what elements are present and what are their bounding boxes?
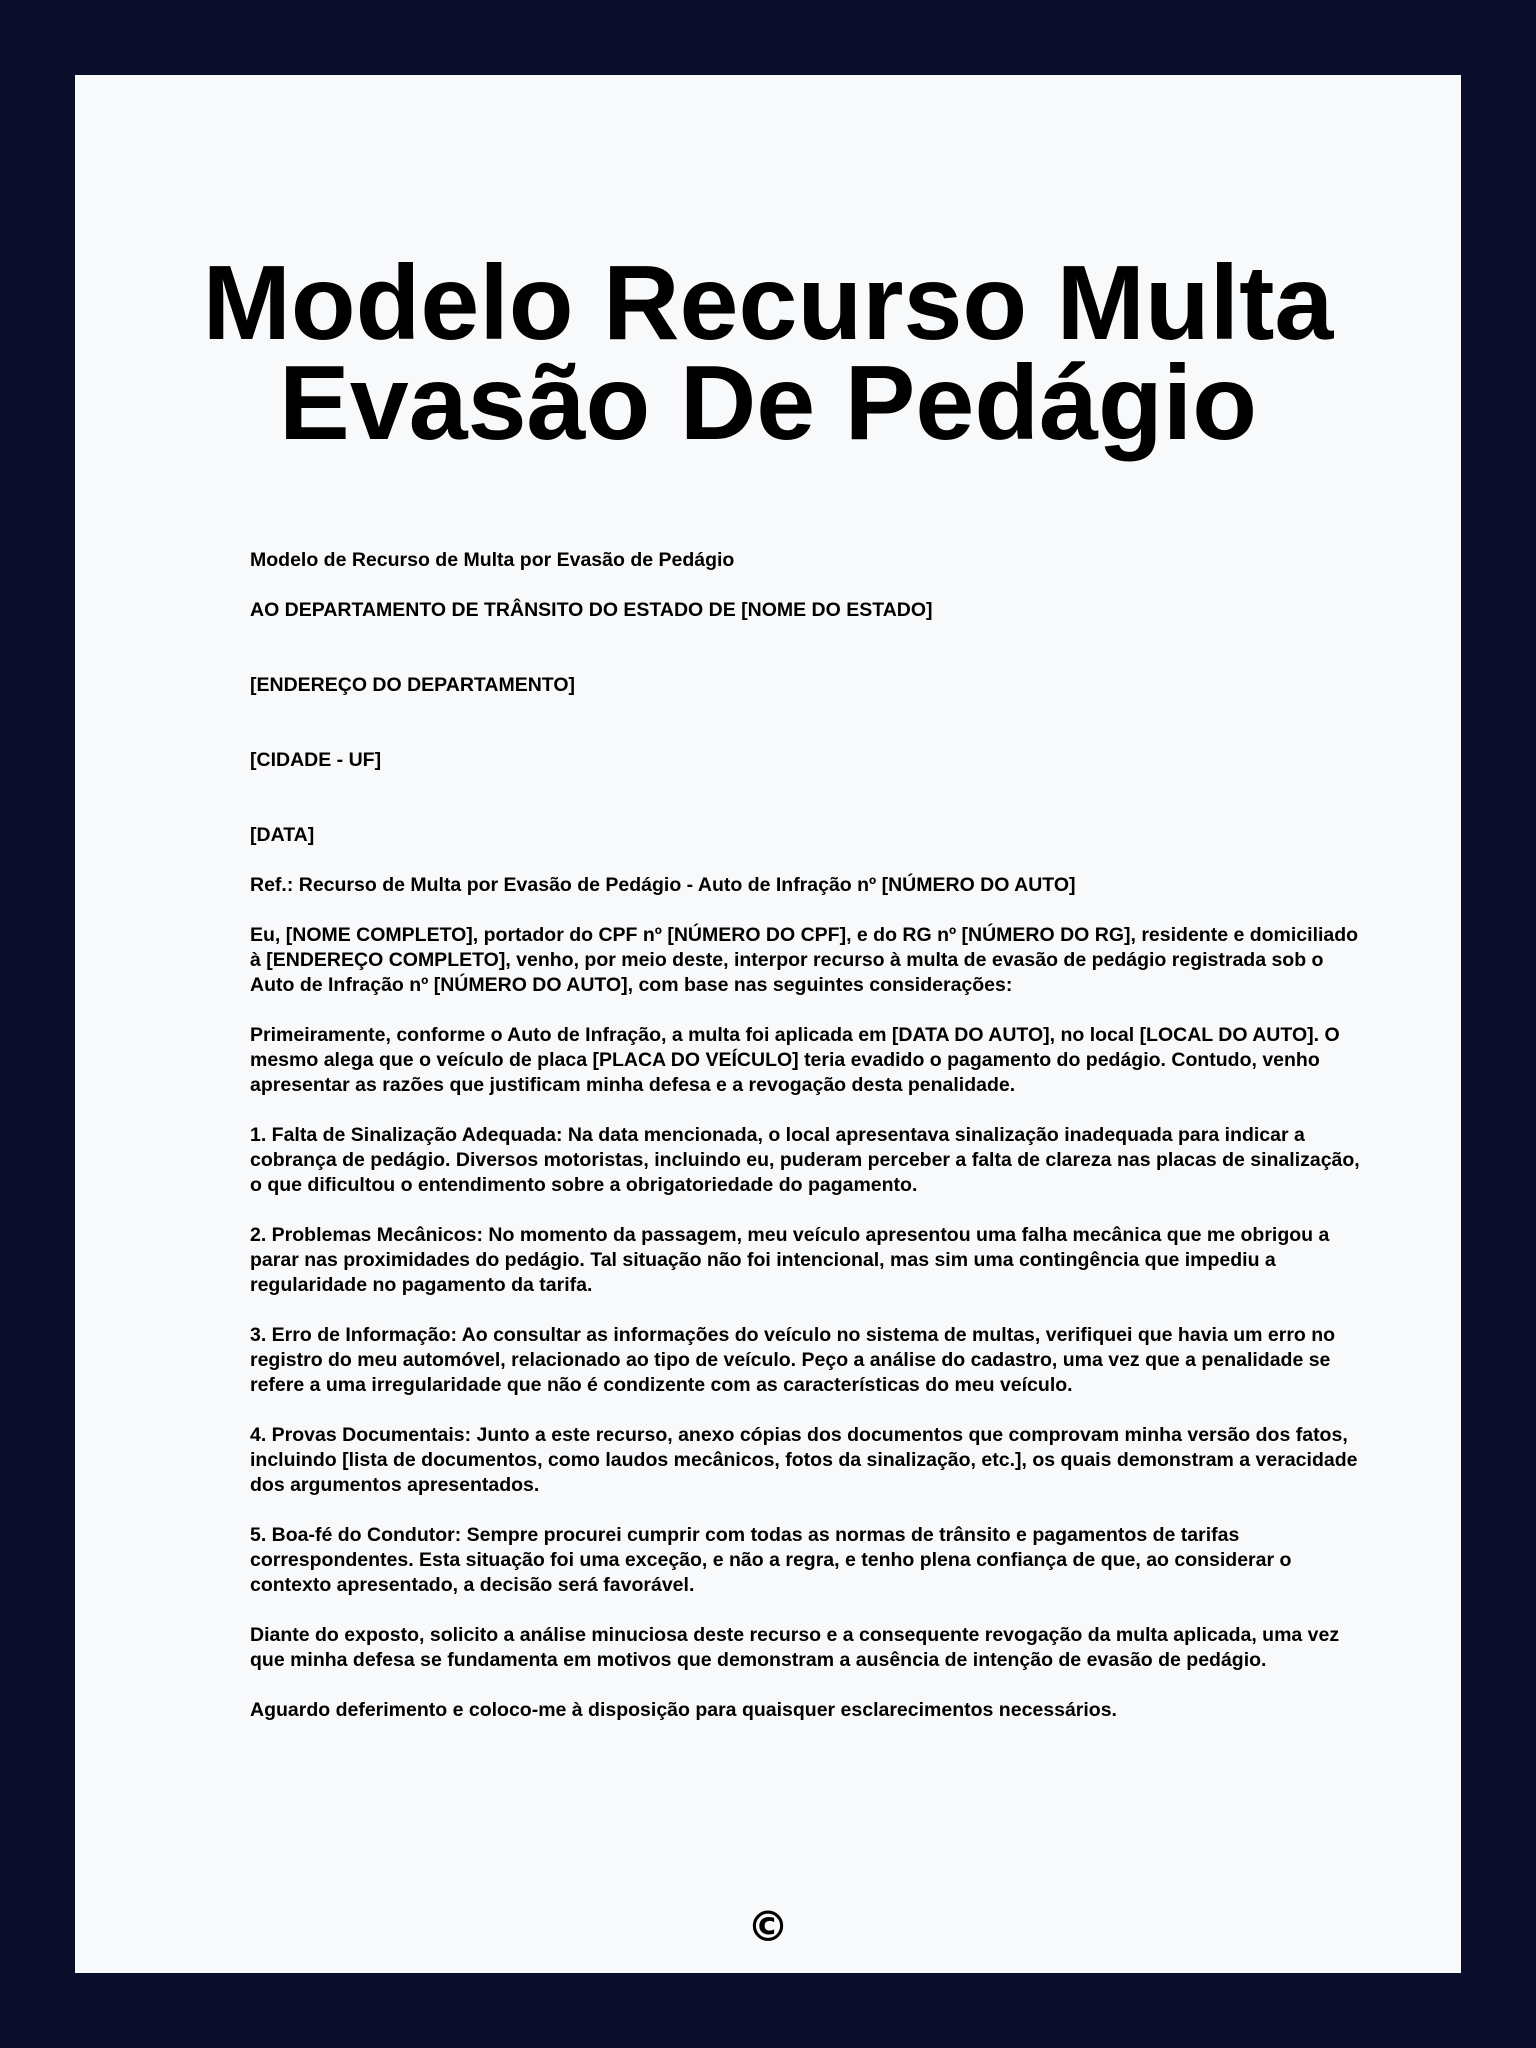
- date-line: [DATA]: [250, 824, 315, 846]
- document-title: [75, 244, 1461, 462]
- document-title-line-1: Modelo Recurso Multa: [202, 244, 1334, 362]
- point-4-paragraph: 4. Provas Documentais: Junto a este recurso, anexo cópias dos documentos que comprovam minha versão dos fatos, incluindo [lista de documentos, como laudos mecânicos, fotos da sinalização, etc.], os quais demonstram a veracidade dos argumentos apresentados.: [250, 1424, 1358, 1496]
- context-paragraph: Primeiramente, conforme o Auto de Infração, a multa foi aplicada em [DATA DO AUTO], no local [LOCAL DO AUTO]. O mesmo alega que o veículo de placa [PLACA DO VEÍCULO] teria evadido o pagamento do pedágio. Contudo, venho apresentar as razões que justificam minha defesa e a revogação desta penalidade.: [250, 1024, 1340, 1096]
- document-page: [75, 75, 1461, 1973]
- copyright-icon: ©: [747, 1902, 789, 1951]
- address-line: [ENDEREÇO DO DEPARTAMENTO]: [250, 674, 576, 696]
- closing-paragraph: Aguardo deferimento e coloco-me à disposição para quaisquer esclarecimentos necessários.: [250, 1699, 1117, 1721]
- point-1-paragraph: 1. Falta de Sinalização Adequada: Na data mencionada, o local apresentava sinalização inadequada para indicar a cobrança de pedágio. Diversos motoristas, incluindo eu, puderam perceber a falta de clareza nas placas de sinalização, o que dificultou o entendimento sobre a obrigatoriedade do pagamento.: [250, 1124, 1360, 1196]
- point-3-paragraph: 3. Erro de Informação: Ao consultar as informações do veículo no sistema de multas, verifiquei que havia um erro no registro do meu automóvel, relacionado ao tipo de veículo. Peço a análise do cadastro, uma vez que a penalidade se refere a uma irregularidade que não é condizente com as características do meu veículo.: [250, 1324, 1336, 1396]
- recipient-line: AO DEPARTAMENTO DE TRÂNSITO DO ESTADO DE [NOME DO ESTADO]: [250, 599, 933, 621]
- document-title-line-2: Evasão De Pedágio: [279, 344, 1257, 462]
- document-subtitle: Modelo de Recurso de Multa por Evasão de Pedágio: [250, 549, 735, 571]
- point-5-paragraph: 5. Boa-fé do Condutor: Sempre procurei cumprir com todas as normas de trânsito e pagamentos de tarifas correspondentes. Esta situação foi uma exceção, e não a regra, e tenho plena confiança de que, ao considerar o contexto apresentado, a decisão será favorável.: [250, 1524, 1292, 1596]
- conclusion-paragraph: Diante do exposto, solicito a análise minuciosa deste recurso e a consequente revogação da multa aplicada, uma vez que minha defesa se fundamenta em motivos que demonstram a ausência de intenção de evasão de pedágio.: [250, 1624, 1340, 1671]
- city-line: [CIDADE - UF]: [250, 749, 382, 771]
- intro-paragraph: Eu, [NOME COMPLETO], portador do CPF nº [NÚMERO DO CPF], e do RG nº [NÚMERO DO RG], residente e domiciliado à [ENDEREÇO COMPLETO], venho, por meio deste, interpor recurso à multa de evasão de pedágio registrada sob o Auto de Infração nº [NÚMERO DO AUTO], com base nas seguintes considerações:: [250, 924, 1359, 996]
- document-body: [250, 548, 1360, 1748]
- reference-line: Ref.: Recurso de Multa por Evasão de Pedágio - Auto de Infração nº [NÚMERO DO AUTO]: [250, 874, 1076, 896]
- point-2-paragraph: 2. Problemas Mecânicos: No momento da passagem, meu veículo apresentou uma falha mecânica que me obrigou a parar nas proximidades do pedágio. Tal situação não foi intencional, mas sim uma contingência que impediu a regularidade no pagamento da tarifa.: [250, 1224, 1330, 1296]
